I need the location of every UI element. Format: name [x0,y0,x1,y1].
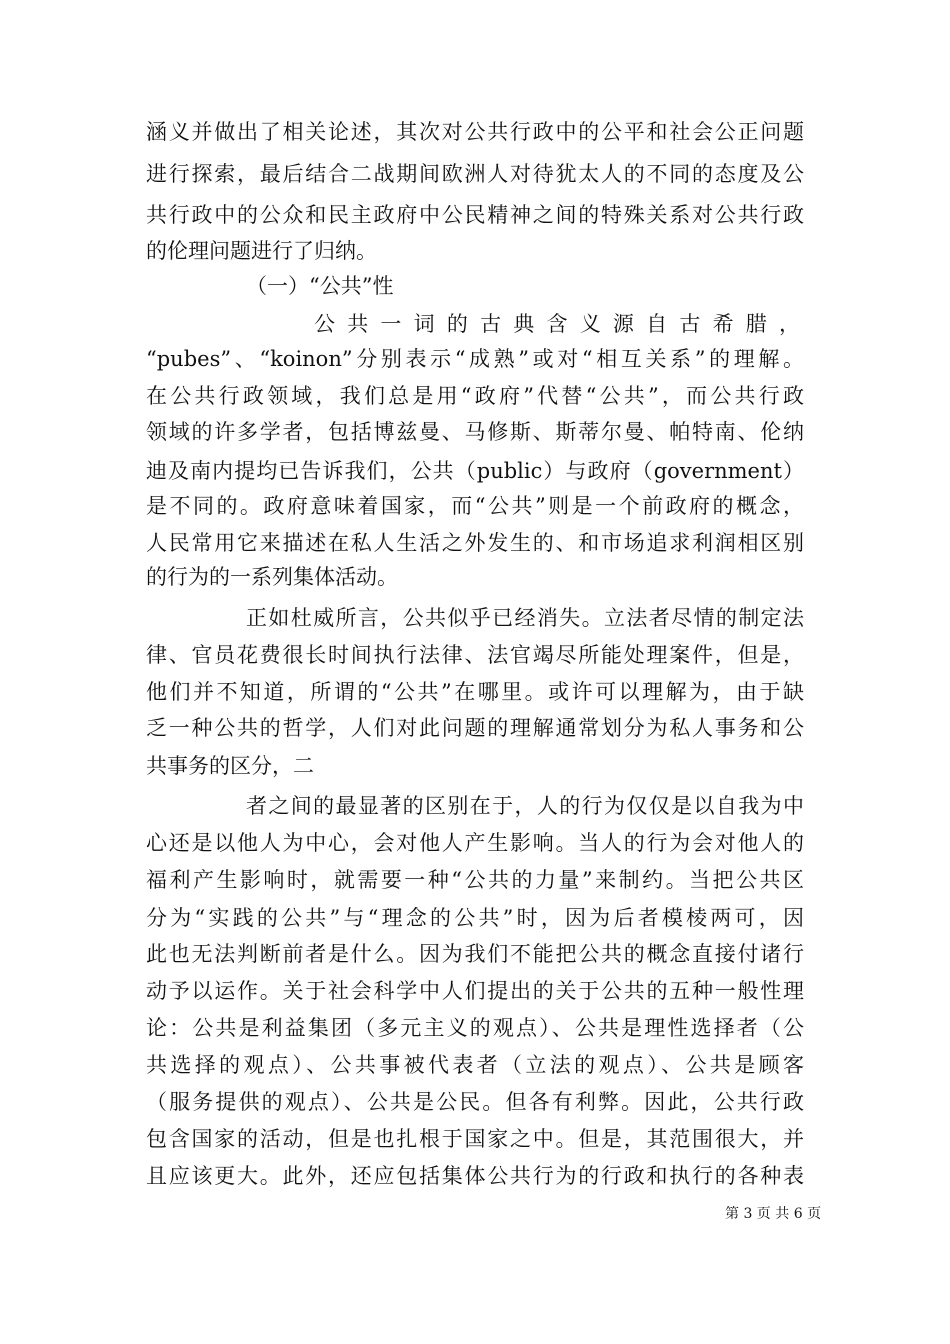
body-text-line: 他们并不知道，所谓的“公共”在哪里。或许可以理解为，由于缺 [146,680,804,704]
body-text-line: 的伦理问题进行了归纳。 [146,239,377,263]
body-text-line: 律、官员花费很长时间执行法律、法官竭尽所能处理案件，但是， [146,643,804,667]
body-text-line: 的行为的一系列集体活动。 [146,565,398,589]
body-text-line: 共行政中的公众和民主政府中公民精神之间的特殊关系对公共行政 [146,203,804,227]
body-text-line: 是不同的。政府意味着国家，而“公共”则是一个前政府的概念， [146,494,804,518]
body-text-line: 涵义并做出了相关论述，其次对公共行政中的公平和社会公正问题 [146,120,804,144]
body-text-line: 领域的许多学者，包括博兹曼、马修斯、斯蒂尔曼、帕特南、伦纳 [146,420,804,444]
body-text-line: 动予以运作。关于社会科学中人们提出的关于公共的五种一般性理 [146,979,804,1003]
body-text-line: 人民常用它来描述在私人生活之外发生的、和市场追求利润相区别 [146,531,804,555]
body-text-line: 公共一词的古典含义源自古希腊， [314,312,800,336]
body-text-line: 共选择的观点）、公共事被代表者（立法的观点）、公共是顾客 [146,1053,804,1077]
body-text-line: 迪及南内提均已告诉我们，公共（public）与政府（government） [146,459,804,483]
body-text-line: 者之间的最显著的区别在于，人的行为仅仅是以自我为中 [246,794,804,818]
body-text-line: 福利产生影响时，就需要一种“公共的力量”来制约。当把公共区 [146,868,804,892]
body-text-line: “pubes”、“koinon”分别表示“成熟”或对“相互关系”的理解。 [146,347,804,371]
body-text-line: 乏一种公共的哲学，人们对此问题的理解通常划分为私人事务和公 [146,716,804,740]
body-text-line: 共事务的区分，二 [146,754,314,778]
body-text-line: 且应该更大。此外，还应包括集体公共行为的行政和执行的各种表 [146,1164,804,1188]
body-text-line: （服务提供的观点）、公共是公民。但各有利弊。因此，公共行政 [146,1090,804,1114]
body-text-line: 心还是以他人为中心，会对他人产生影响。当人的行为会对他人的 [146,831,804,855]
page-number: 第 3 页 共 6 页 [725,1206,822,1222]
body-text-line: 论：公共是利益集团（多元主义的观点）、公共是理性选择者（公 [146,1016,804,1040]
body-text-line: 在公共行政领域，我们总是用“政府”代替“公共”，而公共行政 [146,384,804,408]
body-text-line: 分为“实践的公共”与“理念的公共”时，因为后者模棱两可，因 [146,906,804,930]
body-text-line: 此也无法判断前者是什么。因为我们不能把公共的概念直接付诸行 [146,942,804,966]
section-heading: （一）“公共”性 [246,274,394,298]
body-text-line: 正如杜威所言，公共似乎已经消失。立法者尽情的制定法 [246,606,804,630]
body-text-line: 进行探索，最后结合二战期间欧洲人对待犹太人的不同的态度及公 [146,162,804,186]
body-text-line: 包含国家的活动，但是也扎根于国家之中。但是，其范围很大，并 [146,1127,804,1151]
